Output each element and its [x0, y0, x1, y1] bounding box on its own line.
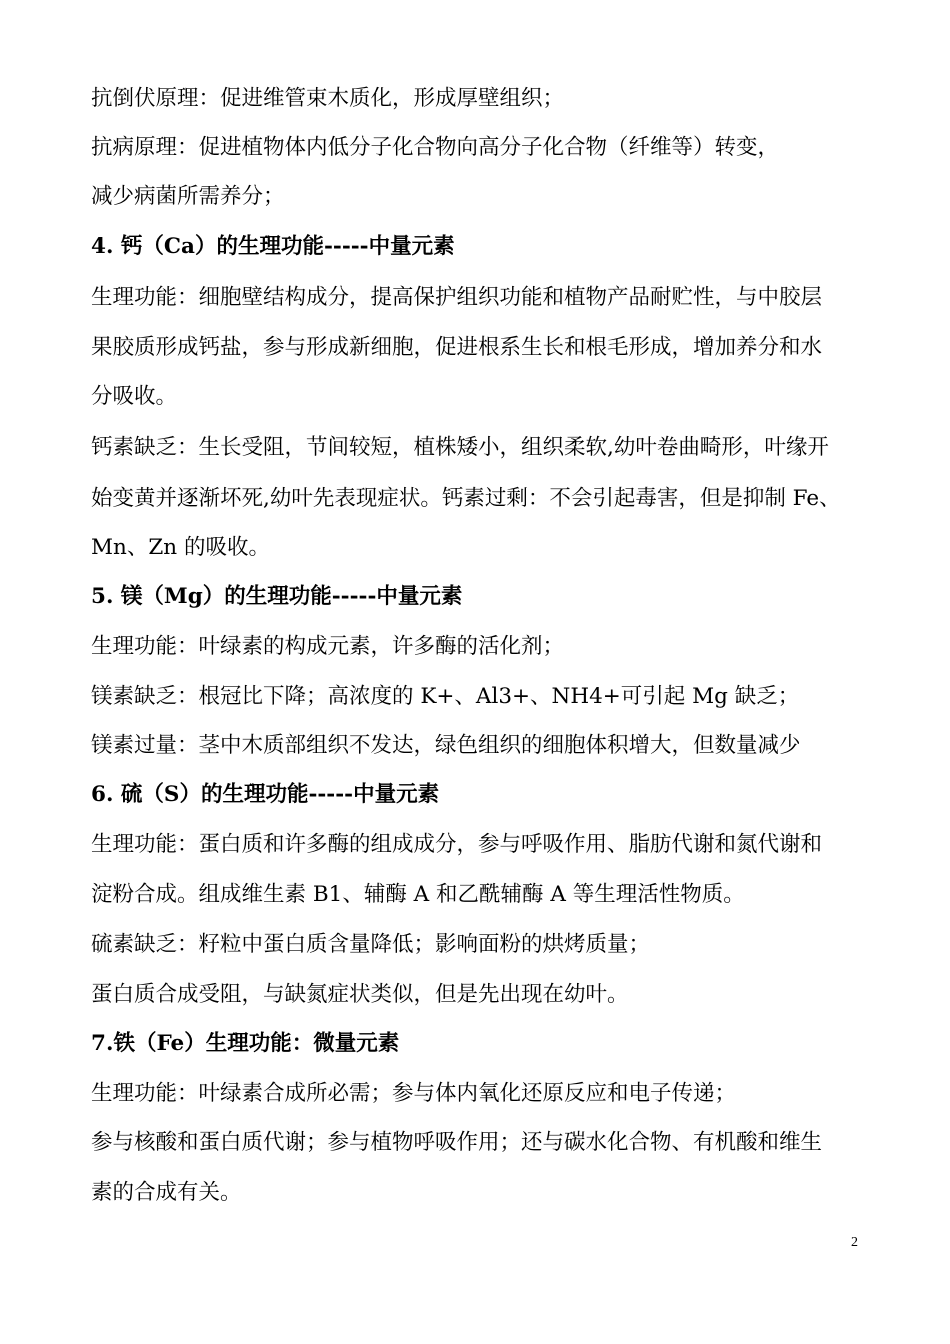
text-line: 生理功能：细胞壁结构成分，提高保护组织功能和植物产品耐贮性，与中胶层	[91, 285, 823, 310]
text-line: 镁素缺乏：根冠比下降；高浓度的 K+、Al3+、NH4+可引起 Mg 缺乏；	[91, 684, 800, 709]
text-line: 分吸收。	[91, 384, 178, 409]
text-line: 生理功能：叶绿素的构成元素，许多酶的活化剂；	[91, 634, 565, 659]
text-line: 生理功能：蛋白质和许多酶的组成成分，参与呼吸作用、脂肪代谢和氮代谢和	[91, 832, 823, 857]
text-line: 钙素缺乏：生长受阻，节间较短，植株矮小，组织柔软,幼叶卷曲畸形，叶缘开	[91, 435, 829, 460]
text-line: 淀粉合成。组成维生素 B1、辅酶 A 和乙酰辅酶 A 等生理活性物质。	[91, 882, 745, 907]
text-line: 始变黄并逐渐坏死,幼叶先表现症状。钙素过剩：不会引起毒害，但是抑制 Fe、	[91, 486, 841, 511]
text-line: 抗病原理：促进植物体内低分子化合物向高分子化合物（纤维等）转变，	[91, 135, 780, 160]
section-heading: 5. 镁（Mg）的生理功能-----中量元素	[91, 584, 463, 609]
text-line: 参与核酸和蛋白质代谢；参与植物呼吸作用；还与碳水化合物、有机酸和维生	[91, 1130, 823, 1155]
text-line: 素的合成有关。	[91, 1180, 242, 1205]
section-heading: 4. 钙（Ca）的生理功能-----中量元素	[91, 234, 455, 259]
text-line: 抗倒伏原理：促进维管束木质化，形成厚壁组织；	[91, 86, 565, 111]
text-line: 减少病菌所需养分；	[91, 184, 285, 209]
text-line: 蛋白质合成受阻，与缺氮症状类似，但是先出现在幼叶。	[91, 982, 629, 1007]
page-number: 2	[851, 1235, 858, 1250]
text-line: 硫素缺乏：籽粒中蛋白质含量降低；影响面粉的烘烤质量；	[91, 932, 651, 957]
text-line: 果胶质形成钙盐，参与形成新细胞，促进根系生长和根毛形成，增加养分和水	[91, 335, 823, 360]
section-heading: 7.铁（Fe）生理功能：微量元素	[91, 1031, 400, 1056]
section-heading: 6. 硫（S）的生理功能-----中量元素	[91, 782, 440, 807]
text-line: 镁素过量：茎中木质部组织不发达，绿色组织的细胞体积增大，但数量减少	[91, 733, 801, 758]
text-line: Mn、Zn 的吸收。	[91, 535, 270, 560]
text-line: 生理功能：叶绿素合成所必需；参与体内氧化还原反应和电子传递；	[91, 1081, 737, 1106]
